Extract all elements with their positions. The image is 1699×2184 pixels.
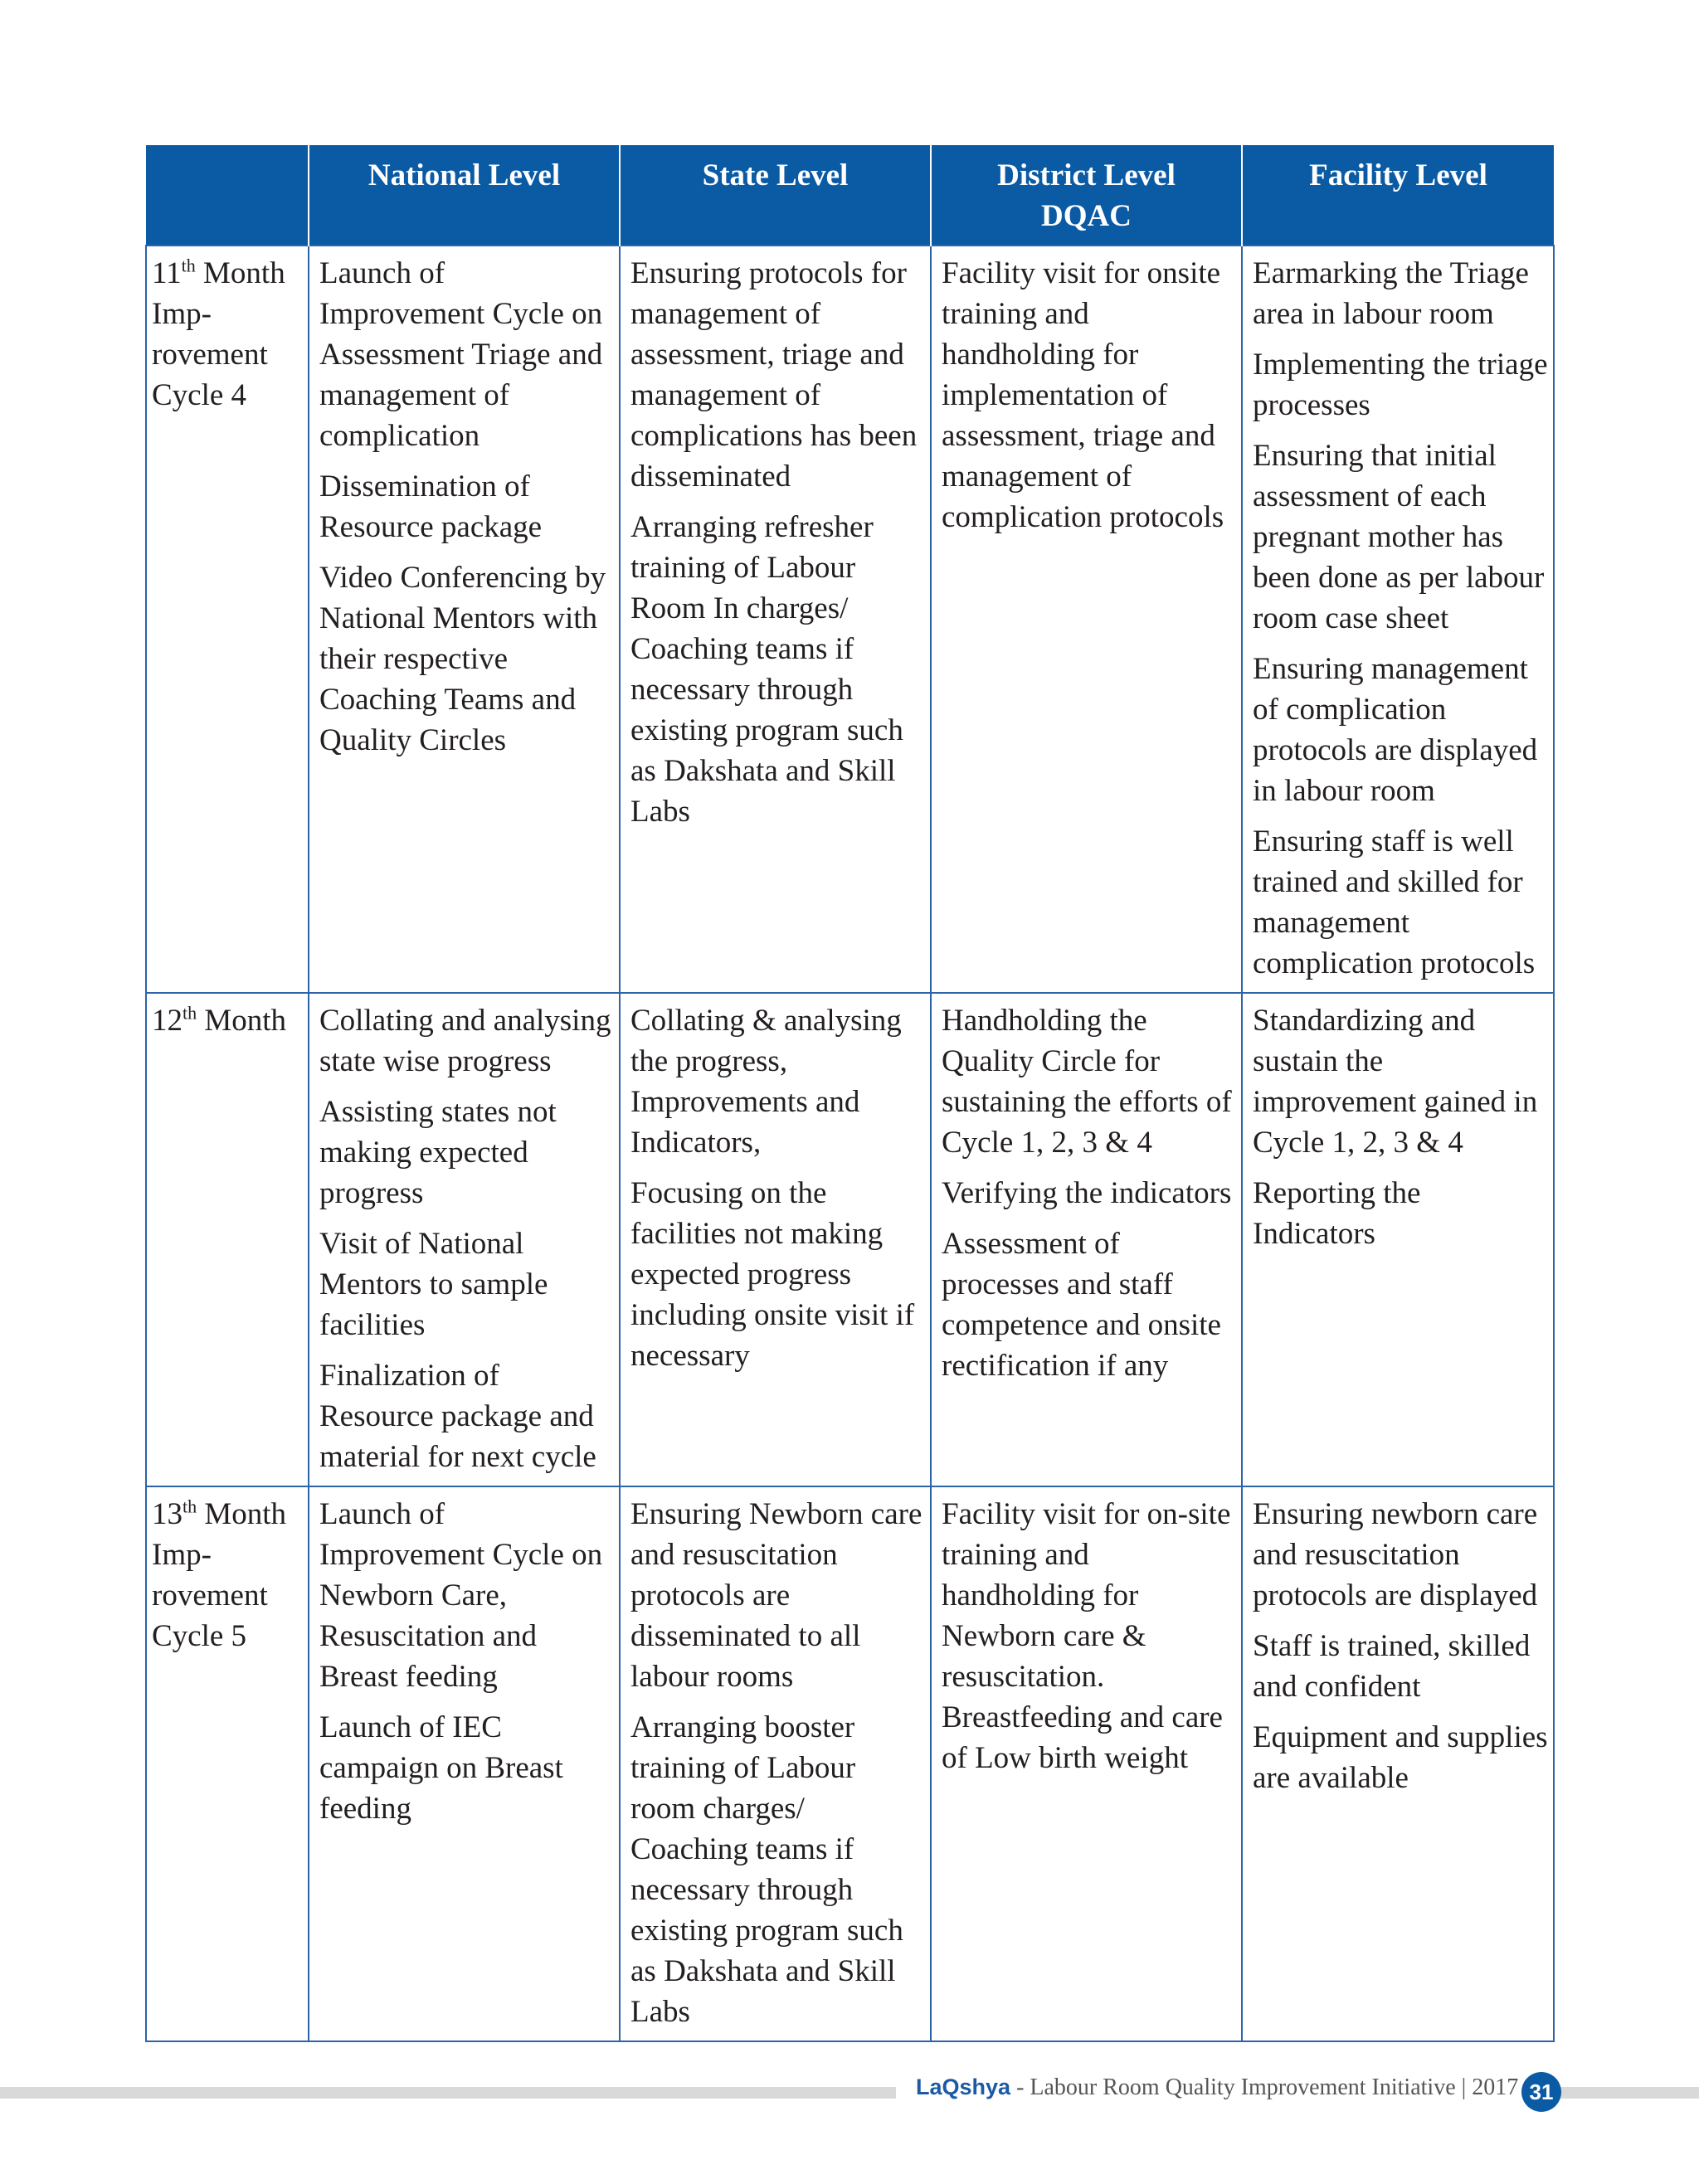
cell-item: Ensuring newborn care and resuscitation protocols are displayed bbox=[1253, 1497, 1538, 1612]
page-number-badge: 31 bbox=[1521, 2072, 1561, 2112]
cell-district-level bbox=[931, 1486, 1242, 2041]
table-body bbox=[146, 246, 1554, 2041]
cell-item: Equipment and supplies are available bbox=[1253, 1720, 1548, 1795]
row-label-number: 13 bbox=[152, 1497, 183, 1531]
row-label-suffix: th bbox=[183, 1496, 197, 1517]
table-row bbox=[146, 246, 1554, 993]
footer-text bbox=[916, 2075, 1518, 2101]
cell-facility-level bbox=[1242, 993, 1554, 1486]
cell-item: Launch of Improvement Cycle on Newborn Care, Resuscitation and Breast feeding bbox=[319, 1497, 603, 1694]
brand-suffix: shya bbox=[959, 2075, 1011, 2099]
cell-item: Handholding the Quality Circle for sustaining the efforts of Cycle 1, 2, 3 & 4 bbox=[942, 1004, 1232, 1160]
cell-item: Video Conferencing by National Mentors with their respective Coaching Teams and Quality Circles bbox=[319, 561, 606, 757]
header-district-level-text: District Level DQAC bbox=[997, 158, 1176, 233]
cell-item: Earmarking the Triage area in labour room bbox=[1253, 256, 1529, 331]
row-label-number: 12 bbox=[152, 1004, 183, 1038]
row-label bbox=[146, 1486, 309, 2041]
cell-national-level bbox=[309, 1486, 620, 2041]
header-district-level bbox=[931, 145, 1242, 246]
cell-item: Facility visit for onsite training and handholding for implementation of assessment, triage and management of complication protocols bbox=[942, 256, 1224, 534]
row-label-number: 11 bbox=[152, 256, 182, 290]
footer-brand bbox=[916, 2075, 1010, 2099]
footer-caption: - Labour Room Quality Improvement Initiative | 2017 bbox=[1010, 2075, 1519, 2100]
cell-item: Dissemination of Resource package bbox=[319, 469, 543, 544]
row-label bbox=[146, 993, 309, 1486]
cell-item: Verifying the indicators bbox=[942, 1176, 1232, 1210]
cell-state-level bbox=[620, 1486, 931, 2041]
row-label-text: Month bbox=[197, 1004, 287, 1038]
header-national-level: National Level bbox=[309, 145, 620, 246]
cell-facility-level bbox=[1242, 246, 1554, 993]
footer-rule-right bbox=[1560, 2087, 1699, 2099]
cell-district-level bbox=[931, 246, 1242, 993]
header-facility-level: Facility Level bbox=[1242, 145, 1554, 246]
cell-item: Launch of IEC campaign on Breast feeding bbox=[319, 1710, 563, 1826]
cell-item: Finalization of Resource package and material for next cycle bbox=[319, 1359, 596, 1474]
cell-item: Standardizing and sustain the improvement gained in Cycle 1, 2, 3 & 4 bbox=[1253, 1004, 1538, 1160]
row-label-suffix: th bbox=[183, 1002, 197, 1024]
cell-national-level bbox=[309, 246, 620, 993]
table-header-row bbox=[146, 145, 1554, 246]
cell-item: Visit of National Mentors to sample facilities bbox=[319, 1227, 548, 1342]
brand-prefix: La bbox=[916, 2075, 942, 2099]
cell-item: Staff is trained, skilled and confident bbox=[1253, 1629, 1531, 1704]
cell-national-level bbox=[309, 993, 620, 1486]
row-label-text: Month Imp-rovement Cycle 4 bbox=[152, 256, 285, 412]
cell-item: Arranging refresher training of Labour Room In charges/ Coaching teams if necessary through existing program such as Dakshata and Skill Labs bbox=[630, 510, 903, 829]
cell-state-level bbox=[620, 993, 931, 1486]
table-row bbox=[146, 1486, 1554, 2041]
cell-facility-level bbox=[1242, 1486, 1554, 2041]
cell-item: Facility visit for on-site training and handholding for Newborn care & resuscitation. Breastfeeding and care of Low birth weight bbox=[942, 1497, 1231, 1775]
cell-item: Ensuring staff is well trained and skilled for management complication protocols bbox=[1253, 824, 1536, 980]
cell-item: Assessment of processes and staff competence and onsite rectification if any bbox=[942, 1227, 1221, 1383]
row-label-text: Month Imp-rovement Cycle 5 bbox=[152, 1497, 287, 1653]
cell-item: Assisting states not making expected progress bbox=[319, 1095, 557, 1210]
cell-item: Collating & analysing the progress, Improvements and Indicators, bbox=[630, 1004, 902, 1160]
cell-item: Ensuring Newborn care and resuscitation protocols are disseminated to all labour rooms bbox=[630, 1497, 923, 1694]
footer-rule-left bbox=[0, 2087, 896, 2099]
header-blank bbox=[146, 145, 309, 246]
cell-item: Arranging booster training of Labour room charges/ Coaching teams if necessary through existing program such as Dakshata and Skill Labs bbox=[630, 1710, 903, 2029]
cell-item: Ensuring management of complication protocols are displayed in labour room bbox=[1253, 652, 1538, 808]
cell-item: Collating and analysing state wise progress bbox=[319, 1004, 611, 1078]
cell-district-level bbox=[931, 993, 1242, 1486]
cell-item: Reporting the Indicators bbox=[1253, 1176, 1421, 1251]
brand-q: Q bbox=[942, 2075, 960, 2099]
monthly-activity-table bbox=[145, 145, 1555, 2042]
cell-item: Ensuring protocols for management of assessment, triage and management of complications has been disseminated bbox=[630, 256, 918, 494]
cell-state-level bbox=[620, 246, 931, 993]
row-label bbox=[146, 246, 309, 993]
cell-item: Ensuring that initial assessment of each pregnant mother has been done as per labour room case sheet bbox=[1253, 439, 1545, 635]
header-state-level: State Level bbox=[620, 145, 931, 246]
cell-item: Focusing on the facilities not making expected progress including onsite visit if necessary bbox=[630, 1176, 915, 1373]
row-label-suffix: th bbox=[181, 255, 196, 276]
table-row bbox=[146, 993, 1554, 1486]
cell-item: Implementing the triage processes bbox=[1253, 348, 1548, 422]
cell-item: Launch of Improvement Cycle on Assessment Triage and management of complication bbox=[319, 256, 603, 453]
